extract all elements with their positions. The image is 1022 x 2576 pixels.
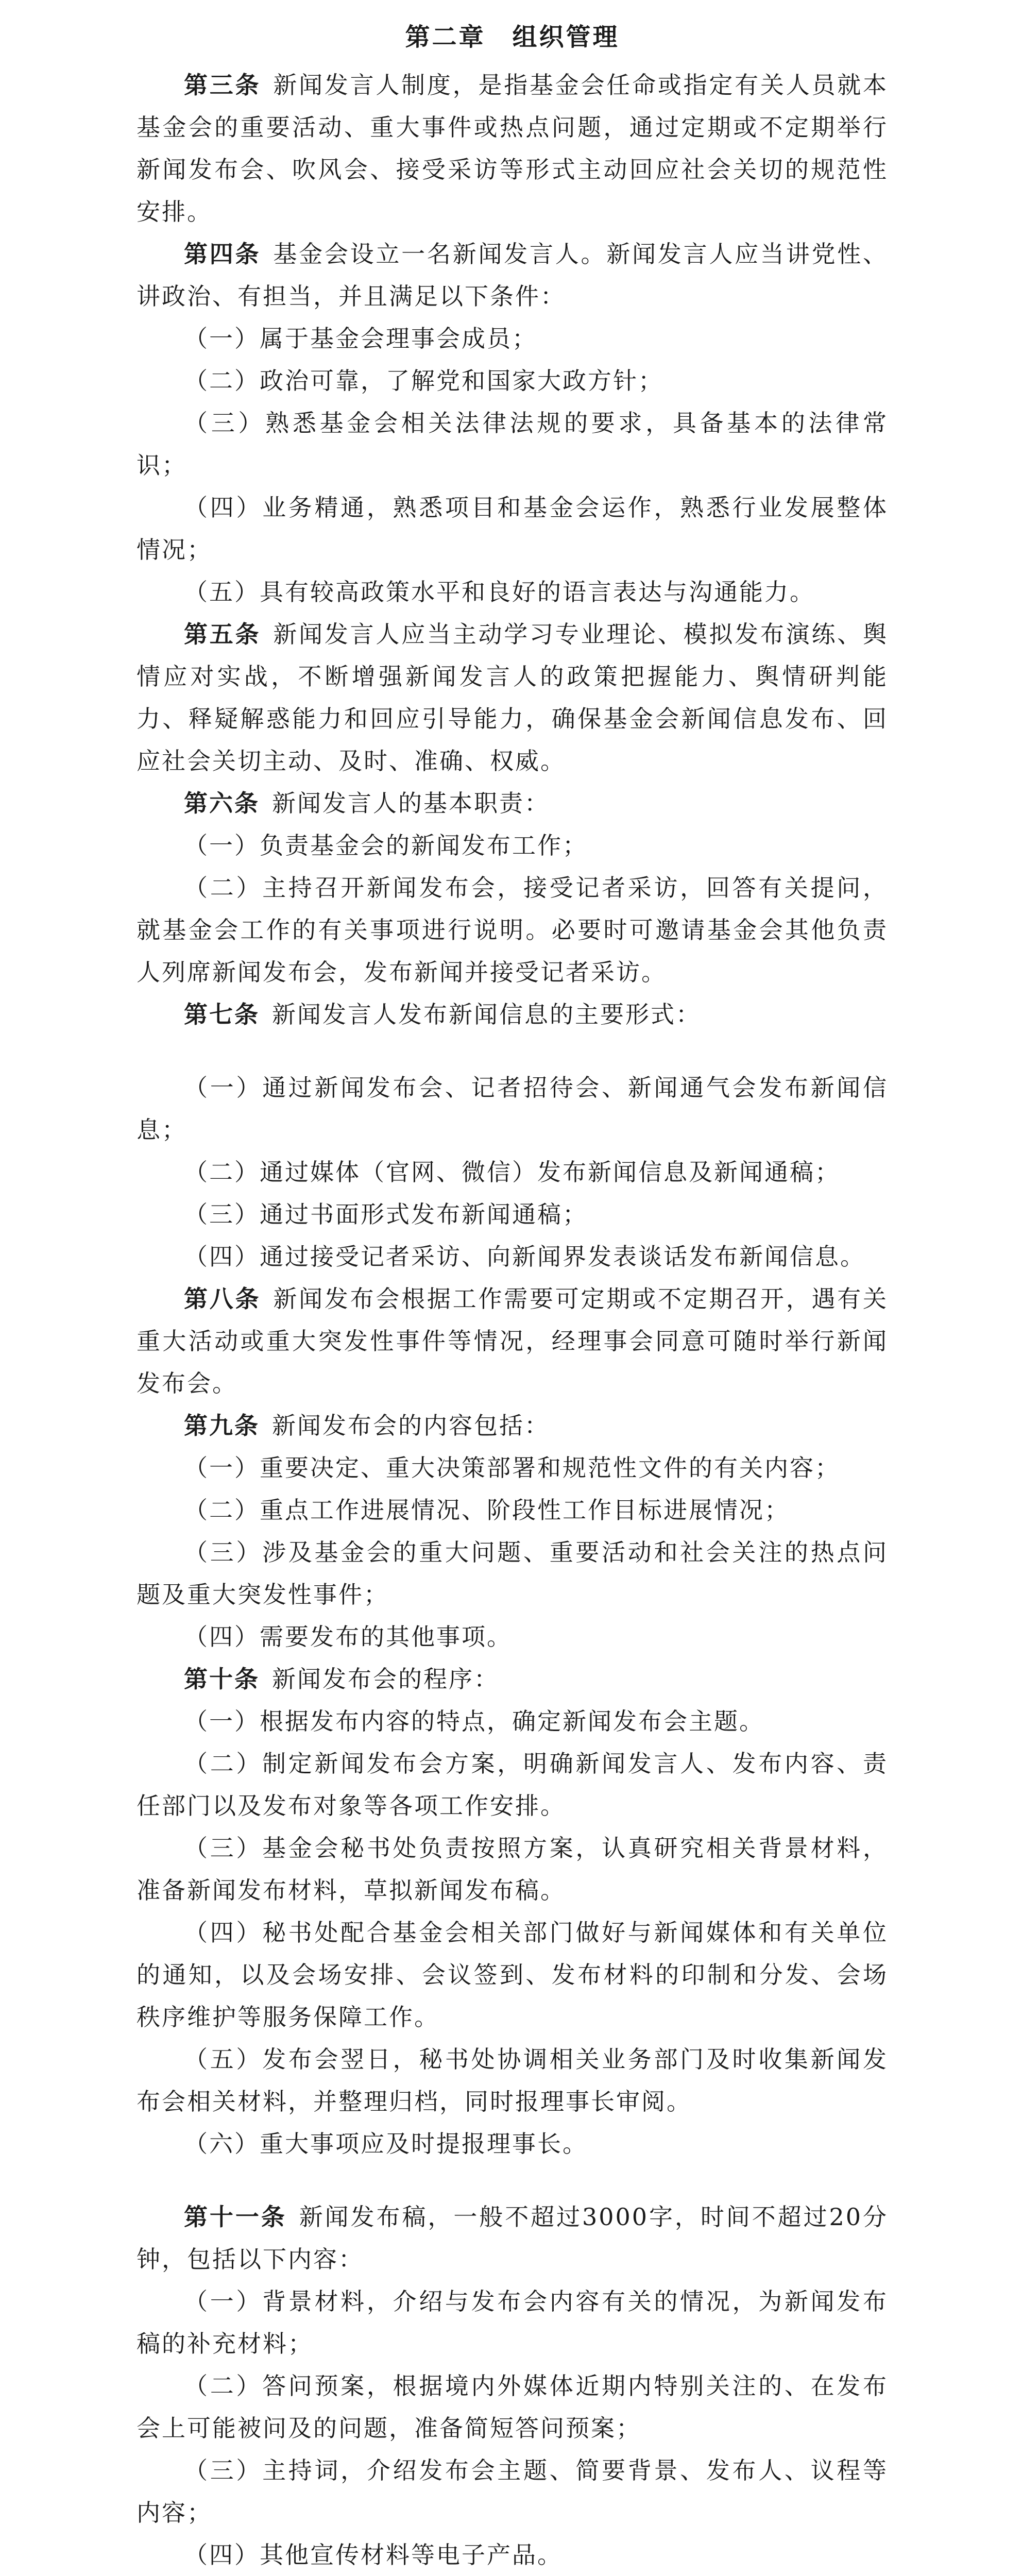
- paragraph-text: 新闻发言人制度，是指基金会任命或指定有关人员就本基金会的重要活动、重大事件或热点问题，通过定期或不定期举行新闻发布会、吹风会、接受采访等形式主动回应社会关切的规范性安排。: [137, 71, 889, 226]
- article-label: 第七条: [184, 1001, 260, 1028]
- paragraph-text: （三）基金会秘书处负责按照方案，认真研究相关背景材料，准备新闻发布材料，草拟新闻发布稿。: [137, 1834, 888, 1904]
- clause-paragraph: [137, 2038, 888, 2123]
- chapter-title: 第二章 组织管理: [405, 23, 620, 52]
- article-label: 第十条: [184, 1665, 260, 1693]
- clause-paragraph: [137, 1911, 888, 2038]
- paragraph-text: （三）涉及基金会的重大问题、重要活动和社会关注的热点问题及重大突发性事件；: [137, 1538, 888, 1608]
- article-paragraph: [137, 993, 888, 1036]
- article-label: 第八条: [184, 1285, 261, 1313]
- paragraph-text: 基金会设立一名新闻发言人。新闻发言人应当讲党性、讲政治、有担当，并且满足以下条件：: [137, 240, 889, 310]
- clause-paragraph: [137, 317, 888, 360]
- paragraph-text: 新闻发言人应当主动学习专业理论、模拟发布演练、舆情应对实战，不断增强新闻发言人的政策把握能力、舆情研判能力、释疑解惑能力和回应引导能力，确保基金会新闻信息发布、回应社会关切主动、及时、准确、权威。: [137, 620, 889, 775]
- clause-paragraph: [137, 2449, 888, 2534]
- article-label: 第六条: [184, 789, 260, 817]
- article-label: 第四条: [184, 240, 261, 268]
- document-body: [137, 64, 888, 2576]
- article-paragraph: [137, 613, 888, 782]
- paragraph-text: （二）主持召开新闻发布会，接受记者采访，回答有关提问，就基金会工作的有关事项进行说明。必要时可邀请基金会其他负责人列席新闻发布会，发布新闻并接受记者采访。: [137, 874, 888, 986]
- article-label: 第九条: [184, 1412, 260, 1439]
- article-label: 第三条: [184, 71, 261, 99]
- paragraph-text: 新闻发布会根据工作需要可定期或不定期召开，遇有关重大活动或重大突发性事件等情况，经理事会同意可随时举行新闻发布会。: [137, 1285, 889, 1397]
- paragraph-text: （四）秘书处配合基金会相关部门做好与新闻媒体和有关单位的通知，以及会场安排、会议签到、发布材料的印制和分发、会场秩序维护等服务保障工作。: [137, 1919, 888, 2031]
- paragraph-text: 新闻发言人发布新闻信息的主要形式：: [272, 1001, 701, 1028]
- paragraph-text: （一）重要决定、重大决策部署和规范性文件的有关内容；: [184, 1454, 840, 1482]
- paragraph-text: （三）熟悉基金会相关法律法规的要求，具备基本的法律常识；: [137, 409, 888, 479]
- paragraph-text: （五）具有较高政策水平和良好的语言表达与沟通能力。: [184, 578, 815, 606]
- clause-paragraph: [137, 402, 888, 486]
- paragraph-gap: [137, 2165, 888, 2196]
- paragraph-text: （四）需要发布的其他事项。: [184, 1623, 512, 1651]
- clause-paragraph: [137, 1151, 888, 1193]
- clause-paragraph: [137, 2534, 888, 2576]
- clause-paragraph: [137, 1827, 888, 1911]
- article-label: 第五条: [184, 620, 261, 648]
- article-paragraph: [137, 64, 888, 233]
- clause-paragraph: [137, 2280, 888, 2365]
- paragraph-text: （三）通过书面形式发布新闻通稿；: [184, 1200, 588, 1228]
- paragraph-text: （二）重点工作进展情况、阶段性工作目标进展情况；: [184, 1496, 790, 1524]
- paragraph-text: （三）主持词，介绍发布会主题、简要背景、发布人、议程等内容；: [137, 2456, 888, 2527]
- paragraph-text: 新闻发布会的程序：: [272, 1665, 499, 1693]
- clause-paragraph: [137, 571, 888, 613]
- paragraph-text: 新闻发布会的内容包括：: [272, 1412, 550, 1439]
- paragraph-text: 新闻发言人的基本职责：: [272, 789, 550, 817]
- paragraph-text: （一）根据发布内容的特点，确定新闻发布会主题。: [184, 1707, 764, 1735]
- paragraph-text: （二）政治可靠，了解党和国家大政方针；: [184, 367, 663, 395]
- clause-paragraph: [137, 1066, 888, 1151]
- paragraph-text: （六）重大事项应及时提报理事长。: [184, 2130, 588, 2158]
- article-paragraph: [137, 1404, 888, 1447]
- clause-paragraph: [137, 1700, 888, 1742]
- clause-paragraph: [137, 486, 888, 571]
- clause-paragraph: [137, 1235, 888, 1278]
- clause-paragraph: [137, 2123, 888, 2165]
- paragraph-gap: [137, 1036, 888, 1066]
- paragraph-text: （一）背景材料，介绍与发布会内容有关的情况，为新闻发布稿的补充材料；: [137, 2287, 888, 2358]
- paragraph-text: （一）属于基金会理事会成员；: [184, 325, 537, 352]
- clause-paragraph: [137, 1489, 888, 1531]
- article-paragraph: [137, 233, 888, 317]
- clause-paragraph: [137, 1742, 888, 1827]
- article-paragraph: [137, 782, 888, 824]
- paragraph-text: （一）负责基金会的新闻发布工作；: [184, 832, 588, 859]
- clause-paragraph: [137, 1193, 888, 1235]
- clause-paragraph: [137, 1616, 888, 1658]
- paragraph-text: （四）业务精通，熟悉项目和基金会运作，熟悉行业发展整体情况；: [137, 494, 888, 564]
- clause-paragraph: [137, 824, 888, 867]
- article-label: 第十一条: [184, 2203, 287, 2231]
- paragraph-text: （二）答问预案，根据境内外媒体近期内特别关注的、在发布会上可能被问及的问题，准备简短答问预案；: [137, 2372, 888, 2442]
- article-paragraph: [137, 2196, 888, 2280]
- paragraph-text: （五）发布会翌日，秘书处协调相关业务部门及时收集新闻发布会相关材料，并整理归档，同时报理事长审阅。: [137, 2045, 888, 2115]
- clause-paragraph: [137, 360, 888, 402]
- paragraph-text: （四）其他宣传材料等电子产品。: [184, 2541, 563, 2569]
- paragraph-text: （四）通过接受记者采访、向新闻界发表谈话发布新闻信息。: [184, 1243, 865, 1270]
- clause-paragraph: [137, 1531, 888, 1616]
- paragraph-text: 新闻发布稿，一般不超过3000字，时间不超过20分钟，包括以下内容：: [137, 2203, 888, 2273]
- clause-paragraph: [137, 1447, 888, 1489]
- article-paragraph: [137, 1658, 888, 1700]
- paragraph-text: （一）通过新闻发布会、记者招待会、新闻通气会发布新闻信息；: [137, 1074, 888, 1144]
- article-paragraph: [137, 1278, 888, 1404]
- paragraph-text: （二）通过媒体（官网、微信）发布新闻信息及新闻通稿；: [184, 1158, 840, 1186]
- clause-paragraph: [137, 2365, 888, 2449]
- clause-paragraph: [137, 867, 888, 993]
- paragraph-text: （二）制定新闻发布会方案，明确新闻发言人、发布内容、责任部门以及发布对象等各项工作安排。: [137, 1750, 888, 1820]
